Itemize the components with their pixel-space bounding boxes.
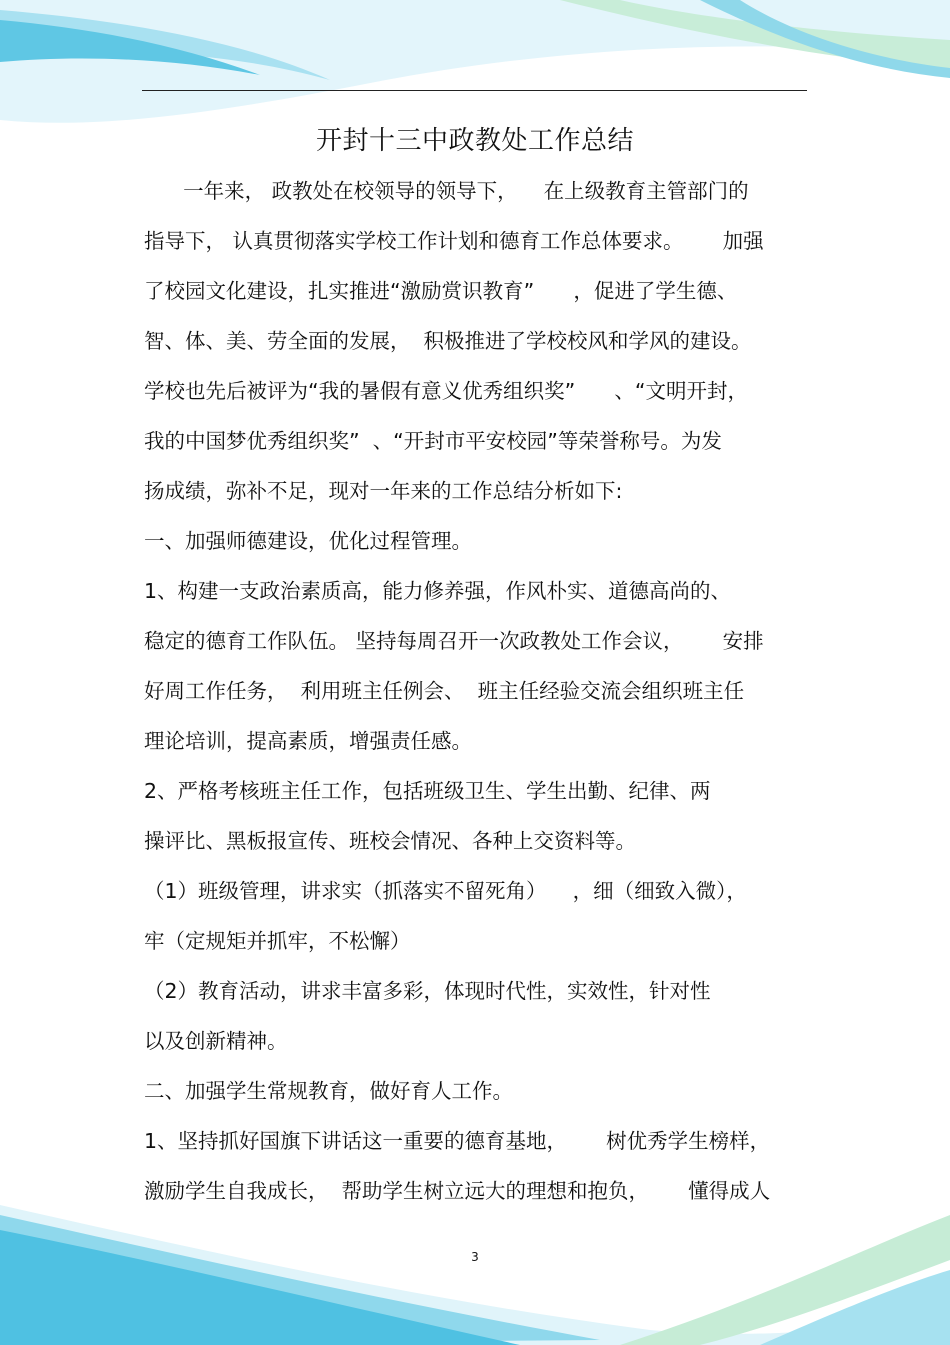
top-wave-light: [0, 0, 950, 123]
body-line: 牢（定规矩并抓牢，不松懈）: [144, 929, 411, 953]
body-line: 激励学生自我成长， 帮助学生树立远大的理想和抱负， 懂得成人: [144, 1179, 771, 1203]
body-line: 指导下， 认真贯彻落实学校工作计划和德育工作总体要求。 加强: [144, 229, 764, 253]
body-line: 2、严格考核班主任工作，包括班级卫生、学生出勤、纪律、两: [144, 779, 711, 803]
header-rule: [142, 90, 807, 91]
body-line: 智、体、美、劳全面的发展， 积极推进了学校校风和学风的建设。: [144, 329, 752, 353]
body-line: 一年来， 政教处在校领导的领导下， 在上级教育主管部门的: [144, 179, 749, 203]
body-line: 以及创新精神。: [144, 1029, 288, 1053]
body-line: 二、加强学生常规教育，做好育人工作。: [144, 1079, 513, 1103]
body-line: 扬成绩，弥补不足，现对一年来的工作总结分析如下:: [144, 479, 623, 503]
body-line: 了校园文化建设，扎实推进“激励赏识教育” ，促进了学生德、: [144, 279, 738, 303]
document-title: 开封十三中政教处工作总结: [315, 126, 634, 156]
body-line: 学校也先后被评为“我的暑假有意义优秀组织奖” 、“文明开封，: [144, 379, 748, 403]
body-line: （2）教育活动，讲求丰富多彩，体现时代性，实效性，针对性: [144, 979, 711, 1003]
body-line: 好周工作任务， 利用班主任例会、 班主任经验交流会组织班主任: [144, 679, 745, 703]
body-line: 1、坚持抓好国旗下讲话这一重要的德育基地， 树优秀学生榜样，: [144, 1129, 771, 1153]
body-line: （1）班级管理，讲求实（抓落实不留死角） ，细（细致入微），: [144, 879, 747, 903]
body-line: 理论培训，提高素质，增强责任感。: [144, 729, 472, 753]
body-line: 操评比、黑板报宣传、班校会情况、各种上交资料等。: [144, 829, 636, 853]
body-line: 我的中国梦优秀组织奖” 、“开封市平安校园”等荣誉称号。为发: [144, 429, 722, 453]
body-line: 1、构建一支政治素质高，能力修养强，作风朴实、道德高尚的、: [144, 579, 732, 603]
bottom-wave-dark: [0, 1230, 520, 1345]
page-number: 3: [471, 1250, 479, 1264]
body-line: 一、加强师德建设，优化过程管理。: [144, 529, 472, 553]
body-line: 稳定的德育工作队伍。 坚持每周召开一次政教处工作会议， 安排: [144, 629, 764, 653]
